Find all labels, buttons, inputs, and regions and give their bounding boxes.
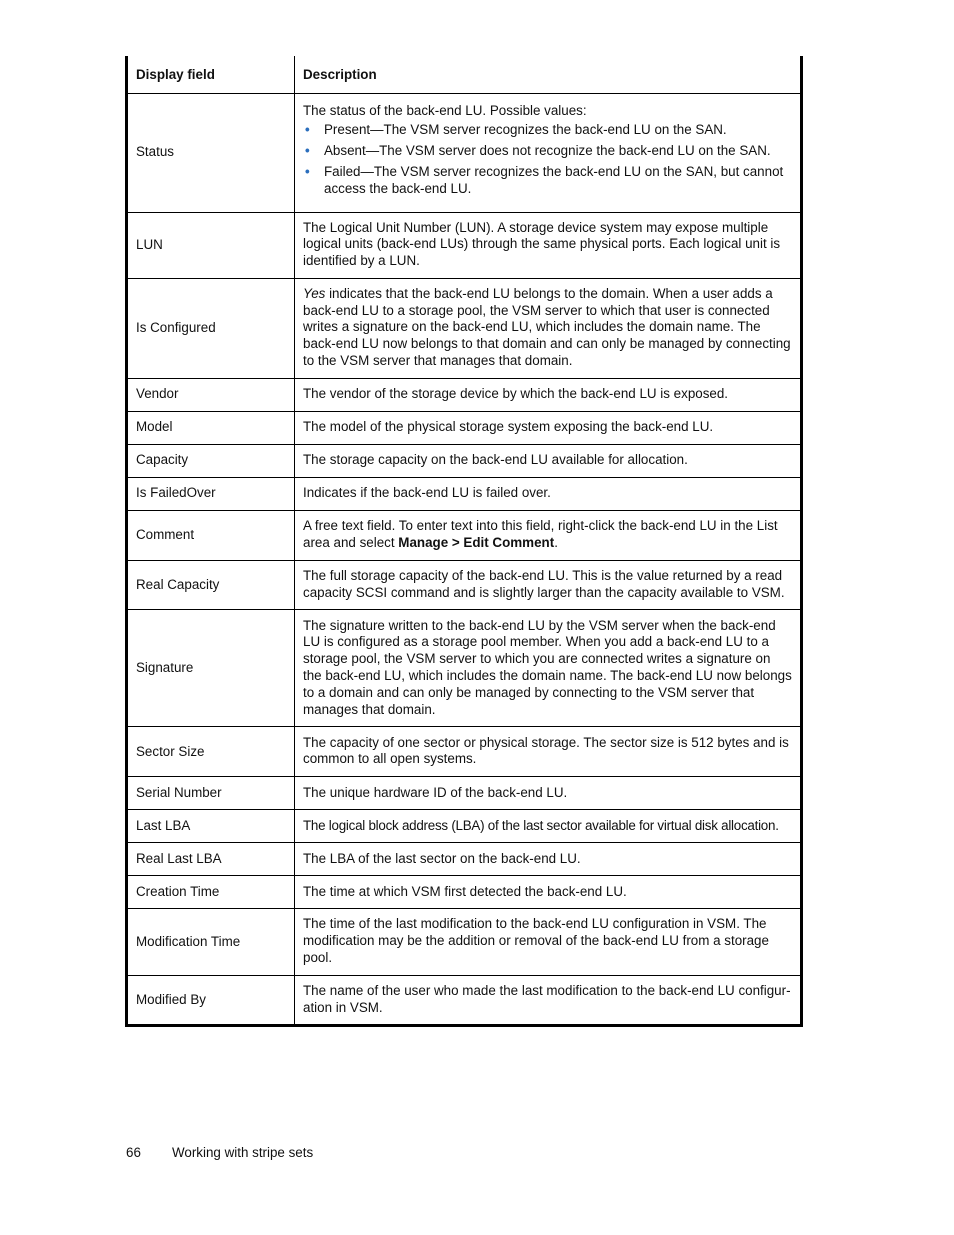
table-row-modified-by bbox=[127, 975, 802, 1026]
field-cell: Modified By bbox=[127, 975, 295, 1026]
table-row-last-lba bbox=[127, 810, 802, 843]
bullet-dot-icon: • bbox=[305, 143, 310, 159]
table-row-serial-number bbox=[127, 777, 802, 810]
field-cell: Vendor bbox=[127, 378, 295, 411]
table-row-capacity bbox=[127, 444, 802, 477]
table-row-model bbox=[127, 411, 802, 444]
list-item bbox=[303, 122, 792, 139]
field-cell: Capacity bbox=[127, 444, 295, 477]
table-header-row bbox=[127, 56, 802, 93]
description-cell: The name of the user who made the last modification to the back-end LU configur-ation in VSM. bbox=[295, 975, 802, 1026]
list-item bbox=[303, 164, 792, 198]
table-row-vendor bbox=[127, 378, 802, 411]
description-cell: The signature written to the back-end LU by the VSM server when the back-end LU is configured as a storage pool member. When you add a back-end LU to a storage pool, the VSM server to which you are connected writes a signature on the back-end LU, which includes the domain name. The back-end LU now belongs to a domain and can only be managed by connecting to the VSM server that manages that domain. bbox=[295, 610, 802, 727]
description-cell: The time at which VSM first detected the back-end LU. bbox=[295, 876, 802, 909]
description-cell: Indicates if the back-end LU is failed over. bbox=[295, 477, 802, 510]
description-cell: The Logical Unit Number (LUN). A storage device system may expose multiple logical units (back-end LUs) through the same physical ports. Each logical unit is identified by a LUN. bbox=[295, 212, 802, 278]
description-cell: The capacity of one sector or physical storage. The sector size is 512 bytes and is common to all open systems. bbox=[295, 727, 802, 777]
table-row-is-failed-over bbox=[127, 477, 802, 510]
description-cell bbox=[295, 510, 802, 560]
description-cell: The unique hardware ID of the back-end LU. bbox=[295, 777, 802, 810]
table-row-modification-time bbox=[127, 909, 802, 975]
description-cell: The time of the last modification to the back-end LU configuration in VSM. The modification may be the addition or removal of the back-end LU from a storage pool. bbox=[295, 909, 802, 975]
field-cell: Sector Size bbox=[127, 727, 295, 777]
table-row-is-configured bbox=[127, 278, 802, 378]
list-item-text: Present—The VSM server recognizes the back-end LU on the SAN. bbox=[324, 122, 727, 138]
page-footer bbox=[126, 1145, 313, 1160]
field-cell: Status bbox=[127, 93, 295, 212]
emphasis-yes: Yes bbox=[303, 285, 326, 301]
field-cell: Real Last LBA bbox=[127, 843, 295, 876]
description-cell bbox=[295, 278, 802, 378]
table-row-creation-time bbox=[127, 876, 802, 909]
description-text: A free text field. To enter text into this field, right-click the back-end LU in the List area and select bbox=[303, 518, 778, 550]
description-cell: The model of the physical storage system exposing the back-end LU. bbox=[295, 411, 802, 444]
field-cell: Modification Time bbox=[127, 909, 295, 975]
list-item bbox=[303, 143, 792, 160]
table-row-comment bbox=[127, 510, 802, 560]
field-cell: Creation Time bbox=[127, 876, 295, 909]
description-text: indicates that the back-end LU belongs to the domain. When a user adds a back-end LU to a storage pool, the VSM server to which that user is connected writes a signature on the back-end LU, which includes the domain name. The back-end LU now belongs to that domain and can only be managed by connecting to the VSM server that manages that domain. bbox=[303, 285, 791, 369]
description-cell: The logical block address (LBA) of the last sector available for virtual disk allocation. bbox=[295, 810, 802, 843]
display-field-table bbox=[125, 56, 803, 1027]
bullet-dot-icon: • bbox=[305, 163, 310, 179]
field-cell: Is Configured bbox=[127, 278, 295, 378]
section-title: Working with stripe sets bbox=[172, 1145, 314, 1160]
field-cell: Model bbox=[127, 411, 295, 444]
table-row-real-last-lba bbox=[127, 843, 802, 876]
field-cell: Comment bbox=[127, 510, 295, 560]
table-row-real-capacity bbox=[127, 560, 802, 610]
table-row-sector-size bbox=[127, 727, 802, 777]
list-item-text: Failed—The VSM server recognizes the back-end LU on the SAN, but cannot access the back-end LU. bbox=[324, 163, 784, 196]
field-cell: Last LBA bbox=[127, 810, 295, 843]
table-row-lun bbox=[127, 212, 802, 278]
header-display-field: Display field bbox=[127, 56, 295, 93]
table-row-status bbox=[127, 93, 802, 212]
page-number: 66 bbox=[126, 1145, 141, 1160]
description-cell: The vendor of the storage device by which the back-end LU is exposed. bbox=[295, 378, 802, 411]
bullet-dot-icon: • bbox=[305, 122, 310, 138]
menu-path: Manage > Edit Comment bbox=[398, 534, 555, 550]
list-item-text: Absent—The VSM server does not recognize the back-end LU on the SAN. bbox=[324, 143, 771, 159]
status-values-list bbox=[303, 122, 792, 197]
field-cell: LUN bbox=[127, 212, 295, 278]
status-intro: The status of the back-end LU. Possible values: bbox=[303, 102, 587, 118]
description-cell: The LBA of the last sector on the back-end LU. bbox=[295, 843, 802, 876]
description-cell bbox=[295, 93, 802, 212]
header-description: Description bbox=[295, 56, 802, 93]
description-text-end: . bbox=[554, 534, 558, 550]
table-row-signature bbox=[127, 610, 802, 727]
description-cell: The full storage capacity of the back-end LU. This is the value returned by a read capacity SCSI command and is slightly larger than the capacity available to VSM. bbox=[295, 560, 802, 610]
field-cell: Serial Number bbox=[127, 777, 295, 810]
field-cell: Is FailedOver bbox=[127, 477, 295, 510]
description-cell: The storage capacity on the back-end LU available for allocation. bbox=[295, 444, 802, 477]
field-cell: Real Capacity bbox=[127, 560, 295, 610]
field-cell: Signature bbox=[127, 610, 295, 727]
